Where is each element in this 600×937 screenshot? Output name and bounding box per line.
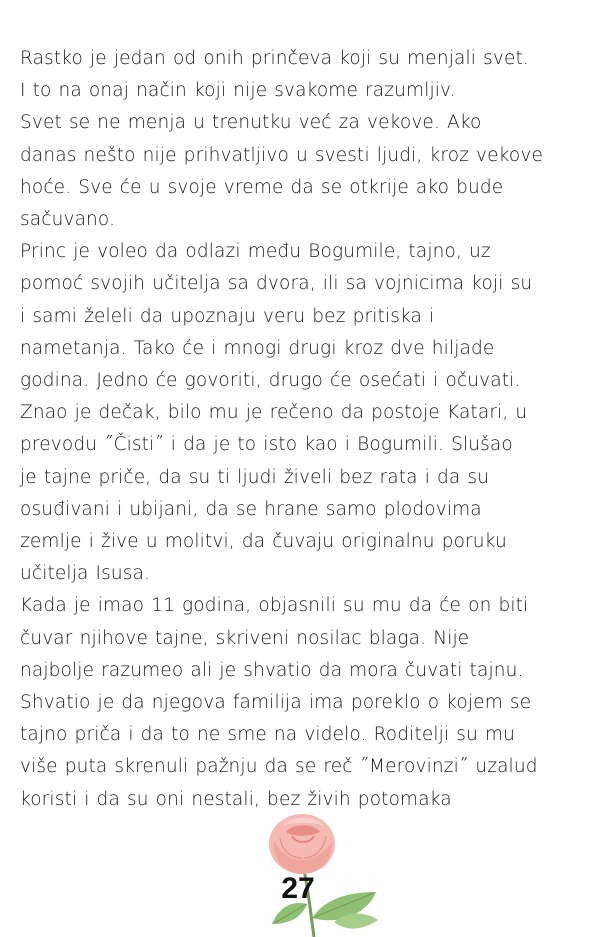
text-line: Shvatio je da njegova familija ima poreklo o kojem se [20,692,532,714]
text-line: osuđivani i ubijani, da se hrane samo plodovima [20,498,482,520]
text-line: sačuvano. [20,209,116,231]
text-line: je tajne priče, da su ti ljudi živeli bez rata i da su [20,466,490,488]
page-number: 27 [281,872,315,905]
text-line: Kada je imao 11 godina, objasnili su mu da će on biti [20,595,529,617]
text-line: godina. Jedno će govoriti, drugo će osećati i očuvati. [20,370,521,392]
text-line: danas nešto nije prihvatljivo u svesti ljudi, kroz vekove [20,144,543,166]
text-line: učitelja Isusa. [20,563,151,585]
text-line: nametanja. Tako će i mnogi drugi kroz dve hiljade [20,337,495,359]
text-line: Znao je dečak, bilo mu je rečeno da postoje Katari, u [20,402,528,424]
text-line: prevodu ˝Čisti˝ i da je to isto kao i Bogumili. Slušao [20,434,513,456]
text-line: Svet se ne menja u trenutku već za vekove. Ako [20,112,482,134]
text-line: hoće. Sve će u svoje vreme da se otkrije ako bude [20,176,504,198]
text-line: čuvar njihove tajne, skriveni nosilac blaga. Nije [20,627,470,649]
text-line: i sami želeli da upoznaju veru bez pritiska i [20,305,435,327]
text-line: Rastko je jedan od onih prinčeva koji su menjali svet. [20,48,529,69]
text-line: koristi i da su oni nestali, bez živih potomaka [20,788,452,810]
text-line: najbolje razumeo ali je shvatio da mora čuvati tajnu. [20,659,524,681]
text-line: Princ je voleo da odlazi među Bogumile, tajno, uz [20,241,491,263]
text-line: zemlje i žive u molitvi, da čuvaju originalnu poruku [20,531,507,553]
text-line: I to na onaj način koji nije svakome razumljiv. [20,80,456,102]
text-line: pomoć svojih učitelja sa dvora, ili sa vojnicima koji su [20,273,533,295]
body-text [20,43,588,816]
text-line: tajno priča i da to ne sme na videlo. Roditelji su mu [20,724,516,746]
text-line: više puta skrenuli pažnju da se reč ˝Merovinzi˝ uzalud [20,756,538,778]
